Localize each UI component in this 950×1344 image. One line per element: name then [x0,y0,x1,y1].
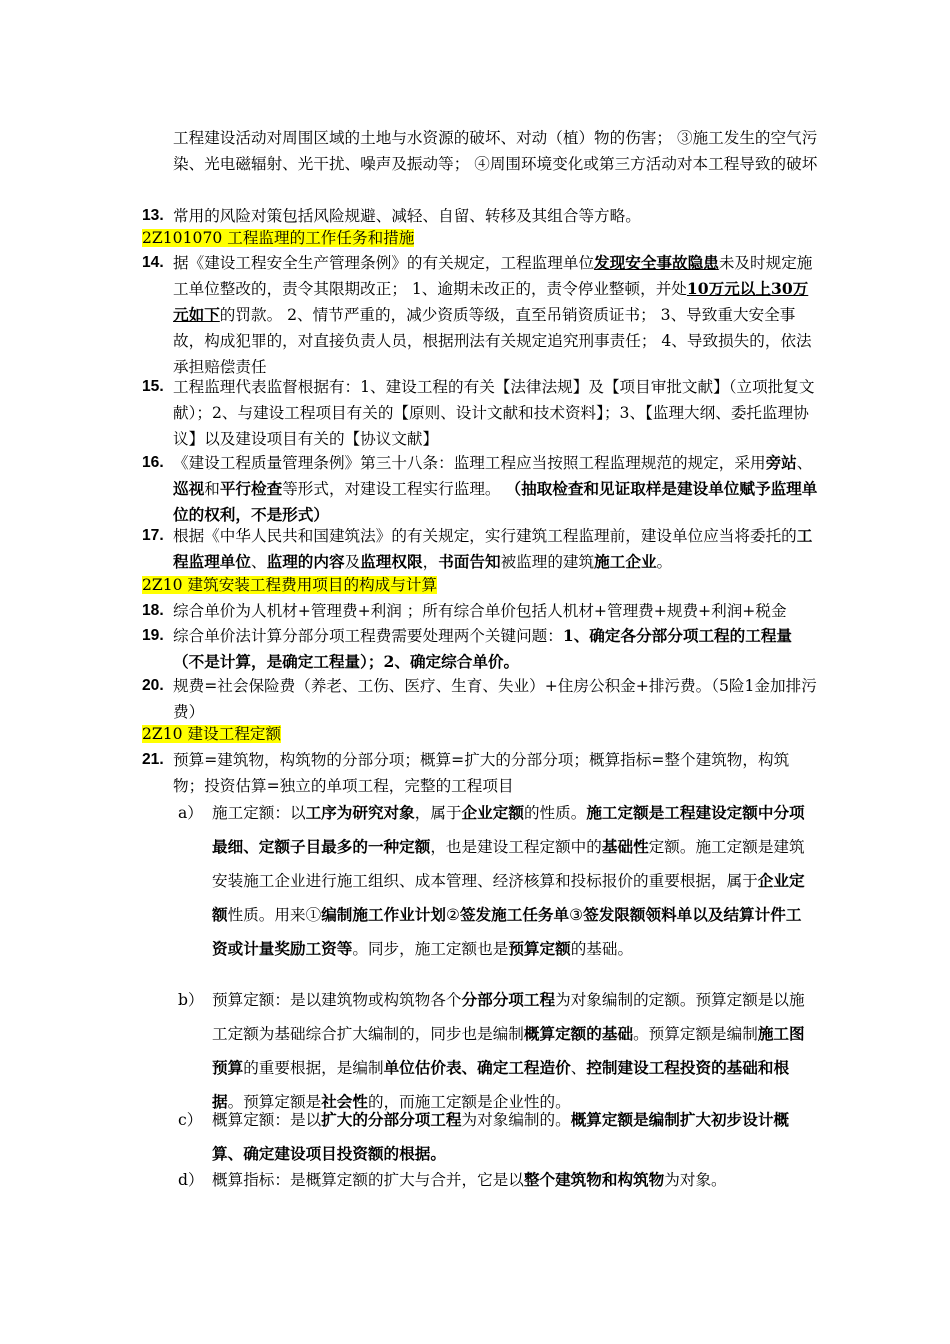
sub-item-label: d） [178,1171,204,1189]
text-run: 的，而施工定额是企业性的。 [367,1093,571,1111]
text-run: 签发限额领料单以及结算计件工资或计量奖励工资等 [212,905,802,958]
text-run: 扩大的分部分项工程 [321,1110,462,1129]
text-run: 预算定额 [508,939,571,958]
text-run: 预算=建筑物，构筑物的分部分项；概算=扩大的分部分项；概算指标=整个建筑物，构筑物；投资估算=独立的单项工程，完整的工程项目 [173,751,790,795]
item-number: 16. [142,454,164,471]
text-run: 、 [250,553,267,571]
section-heading-costs [142,573,437,597]
heading-text: 2Z10 建设工程定额 [142,725,282,743]
text-run: 巡视 [173,479,205,498]
text-run: 。 [656,553,673,571]
text-run: ，属于 [414,804,462,822]
text-run: 据《建设工程安全生产管理条例》的有关规定，工程监理单位 [173,254,595,272]
text-run: 签发施工任务单 [459,905,570,924]
text-run: 旁站 [765,453,797,472]
text-run: 发现安全事故隐患 [594,253,719,272]
text-run: 监理权限 [360,552,423,571]
text-run: 预算定额：是以建筑物或构筑物各个 [212,991,462,1009]
text-run: 单位估价表、确定工程造价 [383,1058,571,1077]
text-run: 编制施工作业计划 [321,905,446,924]
text-run: 被监理的建筑 [500,553,595,571]
text-run: 的重要根据，是编制 [243,1059,384,1077]
text-run: 、 [570,1059,587,1077]
text-run: 概算指标：是概算定额的扩大与合并，它是以 [212,1171,524,1189]
sub-item-text [212,1103,808,1171]
item-text [173,374,818,452]
item-text [173,673,818,725]
text-run: 工程建设活动对周围区域的土地与水资源的破坏、对动（植）物的伤害； ③施工发生的空气污染、光电磁辐射、光干扰、噪声及振动等； ④周围环境变化或第三方活动对本工程导致的破坏 [173,129,818,173]
item-text [173,623,818,675]
text-run: 施工企业 [594,552,657,571]
text-run: 为对象编制的。 [461,1111,571,1129]
item-text [173,523,818,575]
text-run: 的性质。 [523,804,587,822]
item-number: 21. [142,751,164,768]
text-run: ③ [569,906,584,924]
item-number: 17. [142,527,164,544]
text-run: 规费=社会保险费（养老、工伤、医疗、生育、失业）+住房公积金+排污费。（5险1金加排污费） [173,677,817,721]
text-run: ， [422,553,439,571]
text-run: 为对象编制的定额。预算定额是以施工定额为基础综合扩大编制的，同步也是编制 [212,991,805,1043]
text-run: 分部分项工程 [461,990,556,1009]
text-run: 施工定额是工程建设定额中分项最细、定额子目最多的一种定额 [212,803,805,856]
item-number: 15. [142,378,164,395]
item-number: 14. [142,254,164,271]
text-run: 。预算定额是编制 [633,1025,758,1043]
text-run: 及 [344,553,361,571]
sub-item-text [212,796,808,966]
text-run: 10万元以上30万元如下 [173,279,809,324]
text-run: 和 [204,480,220,498]
section-heading-supervision [142,226,414,250]
sub-item-label: b） [178,991,204,1009]
item-text [173,450,818,528]
text-run: 《建设工程质量管理条例》第三十八条：监理工程应当按照工程监理规范的规定，采用 [173,454,766,472]
text-run: 工序为研究对象 [305,803,415,822]
item-number: 20. [142,677,164,694]
heading-text: 2Z101070 工程监理的工作任务和措施 [142,229,415,247]
text-run: 监理的内容 [266,552,345,571]
text-run: 社会性 [321,1092,368,1111]
item-text [173,747,818,799]
text-run: 1、确定各分部分项工程的工程量（不是计算，是确定工程量）；2、确定综合单价。 [173,626,793,671]
text-run: 。同步，施工定额也是 [352,940,509,958]
sub-item-label: a） [178,804,203,822]
item-number: 18. [142,602,164,619]
text-run: 企业定额 [461,803,524,822]
text-run: 的罚款。 2、情节严重的，减少资质等级，直至吊销资质证书； 3、导致重大安全事故，构成犯罪的，对直接负责人员，根据刑法有关规定追究刑事责任； 4、导致损失的，依法承担赔偿责任 [173,306,812,376]
item-text [173,125,818,177]
text-run: 平行检查 [219,479,283,498]
item-number: 19. [142,627,164,644]
text-run: 等形式，对建设工程实行监理。 [282,480,506,498]
text-run: 的基础。 [570,940,634,958]
text-run: 常用的风险对策包括风险规避、减轻、自留、转移及其组合等方略。 [173,207,641,225]
text-run: 未及时规定施工单位整改的，责令其限期改正； 1、逾期未改正的，责令停业整顿，并处 [173,254,813,298]
text-run: 工程监理代表监督根据有：1、建设工程的有关【法律法规】及【项目审批文献】（立项批复文献）；2、与建设工程项目有关的【原则、设计文献和技术资料】；3、【监理大纲、委托监理协议】以及建设项目有关的【协议文献】 [173,378,815,448]
text-run: （抽取检查和见证取样是建设单位赋予监理单位的权利，不是形式） [173,479,818,524]
text-run: 书面告知 [438,552,501,571]
text-run: 基础性 [601,837,649,856]
text-run: 、 [796,454,813,472]
item-text [173,598,818,624]
sub-item-text [212,1163,808,1197]
text-run: 工程监理单位 [173,526,813,571]
text-run: 综合单价法计算分部分项工程费需要处理两个关键问题： [173,627,563,645]
text-run: ，也是建设工程定额中的 [430,838,602,856]
text-run: 概算定额是编制扩大初步设计概算、确定建设项目投资额的根据。 [212,1110,790,1163]
item-text [173,250,818,380]
text-run: 施工定额：以 [212,804,306,822]
text-run: 为对象。 [664,1171,727,1189]
section-heading-quota [142,722,281,746]
text-run: 根据《中华人民共和国建筑法》的有关规定，实行建筑工程监理前，建设单位应当将委托的 [173,527,797,545]
text-run: 概算定额：是以 [212,1111,322,1129]
text-run: ② [445,906,460,924]
text-run: 企业定额 [212,871,805,924]
text-run: 施工图预算 [212,1024,805,1077]
text-run: 概算定额的基础 [523,1024,634,1043]
text-run: 控制建设工程投资的基础和根据 [212,1058,790,1111]
text-run: 定额。施工定额是建筑安装施工企业进行施工组织、成本管理、经济核算和投标报价的重要根据，属于 [212,838,805,890]
sub-item-text [212,983,808,1119]
item-number: 13. [142,207,164,224]
text-run: 性质。用来① [227,906,322,924]
text-run: 。预算定额是 [227,1093,322,1111]
text-run: 整个建筑物和构筑物 [523,1170,665,1189]
sub-item-label: c） [178,1111,203,1129]
text-run: 综合单价为人机材+管理费+利润 ；所有综合单价包括人机材+管理费+规费+利润+税金 [173,602,787,620]
heading-text: 2Z10 建筑安装工程费用项目的构成与计算 [142,576,438,594]
